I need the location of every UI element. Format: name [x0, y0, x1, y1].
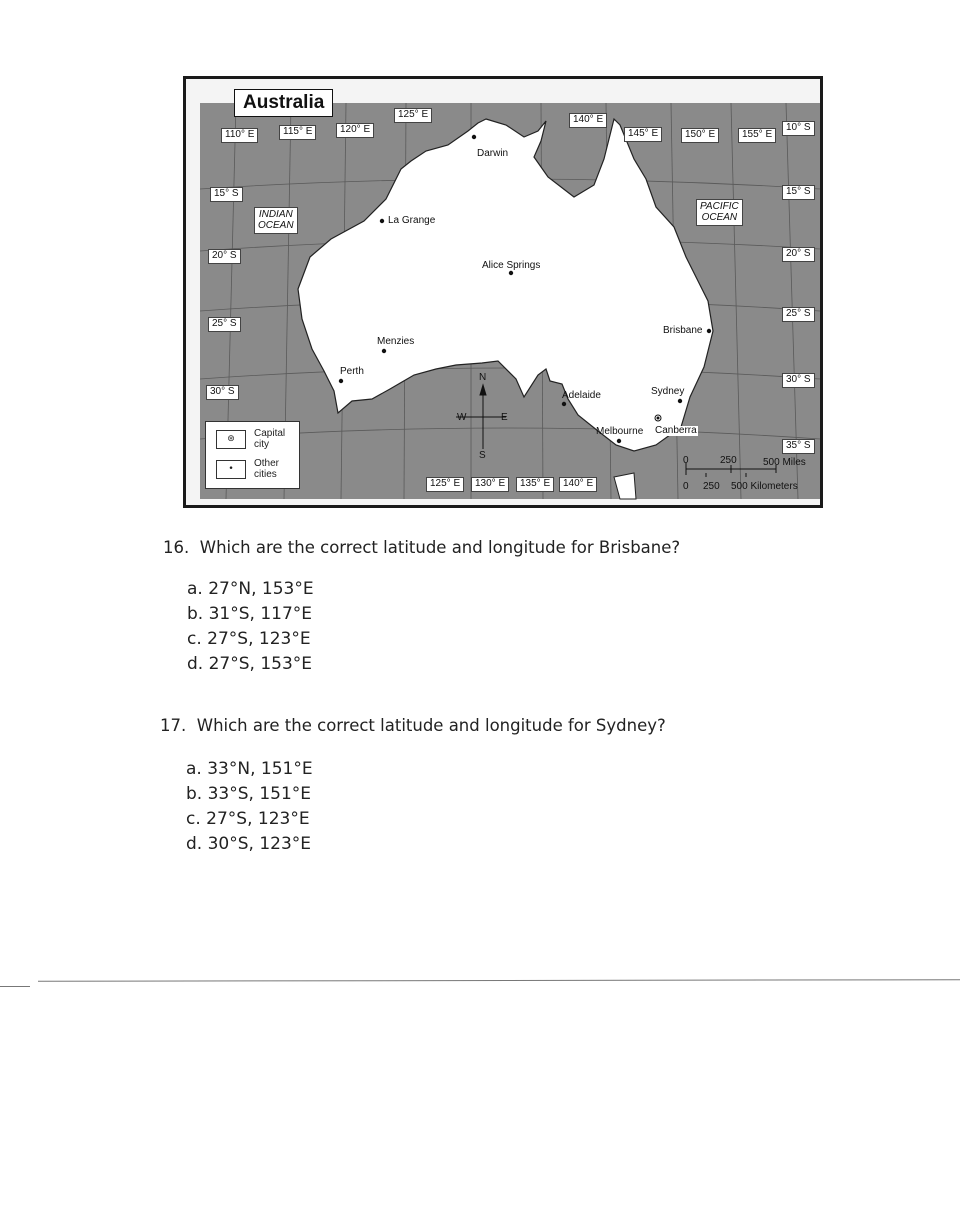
lon-label-155e: 155° E	[738, 128, 776, 143]
capital-city-symbol: ⊛	[216, 430, 246, 449]
alice-springs-dot	[509, 271, 513, 275]
compass-e: E	[501, 412, 508, 423]
answer-text: 30°S, 123°E	[207, 834, 312, 854]
scale-miles-500: 500 Miles	[763, 457, 806, 468]
sydney-dot	[678, 399, 682, 403]
question-17	[160, 716, 666, 735]
la-grange-dot	[380, 219, 384, 223]
city-label-darwin: Darwin	[477, 148, 509, 159]
other-city-symbol: •	[216, 460, 246, 479]
lon-label-150e: 150° E	[681, 128, 719, 143]
city-label-menzies: Menzies	[377, 336, 415, 347]
answer-option[interactable]	[186, 809, 310, 829]
indian-ocean-label: INDIAN OCEAN	[254, 207, 298, 234]
lon-label-140e-top: 140° E	[569, 113, 607, 128]
lon-label-115e: 115° E	[279, 125, 316, 140]
answer-text: 27°S, 123°E	[206, 809, 310, 829]
lon-label-135e: 135° E	[516, 477, 554, 492]
lon-label-140e-bottom: 140° E	[559, 477, 597, 492]
lat-label-left-20s: 20° S	[208, 249, 241, 264]
question-text: Which are the correct latitude and longitude for Sydney?	[196, 716, 666, 735]
answer-letter: b.	[186, 784, 203, 804]
question-16	[163, 538, 680, 557]
answer-option[interactable]	[187, 629, 311, 649]
map-title: Australia	[234, 89, 333, 117]
question-text: Which are the correct latitude and longitude for Brisbane?	[199, 538, 681, 557]
answer-letter: b.	[187, 604, 204, 624]
lon-label-125e-top: 125° E	[394, 108, 432, 123]
adelaide-dot	[562, 402, 566, 406]
lat-label-right-25s: 25° S	[782, 307, 815, 322]
answer-option[interactable]	[187, 579, 314, 599]
city-label-sydney: Sydney	[651, 386, 685, 397]
page-divider-left	[0, 986, 30, 987]
answer-letter: d.	[187, 654, 204, 674]
melbourne-dot	[617, 439, 621, 443]
menzies-dot	[382, 349, 386, 353]
city-label-brisbane: Brisbane	[663, 325, 703, 336]
compass-s: S	[479, 450, 486, 461]
answer-letter: c.	[186, 809, 201, 829]
scale-km-250: 250	[703, 481, 720, 492]
answer-letter: a.	[187, 579, 203, 599]
answer-text: 27°S, 153°E	[208, 654, 313, 674]
pacific-ocean-label: PACIFIC OCEAN	[696, 199, 743, 226]
lon-label-125e-bottom: 125° E	[426, 477, 464, 492]
lat-label-right-20s: 20° S	[782, 247, 815, 262]
lat-label-right-15s: 15° S	[782, 185, 815, 200]
lon-label-110e: 110° E	[221, 128, 258, 143]
city-label-melbourne: Melbourne	[596, 426, 644, 437]
legend-capital-label: Capital city	[254, 428, 286, 450]
answer-letter: c.	[187, 629, 202, 649]
scale-miles-250: 250	[720, 455, 737, 466]
answer-option[interactable]	[187, 604, 312, 624]
answer-text: 33°S, 151°E	[207, 784, 312, 804]
question-number: 16.	[163, 538, 190, 557]
question-number: 17.	[160, 716, 187, 735]
legend-other-label: Other cities	[254, 458, 280, 480]
page-divider	[38, 979, 960, 982]
city-label-canberra: Canberra	[655, 425, 697, 436]
brisbane-dot	[707, 329, 711, 333]
city-label-alice-springs: Alice Springs	[482, 260, 541, 271]
lon-label-130e: 130° E	[471, 477, 509, 492]
scale-miles-0: 0	[683, 455, 689, 466]
lat-label-left-25s: 25° S	[208, 317, 241, 332]
city-label-adelaide: Adelaide	[562, 390, 601, 401]
lat-label-right-30s: 30° S	[782, 373, 815, 388]
city-label-perth: Perth	[340, 366, 364, 377]
answer-text: 31°S, 117°E	[208, 604, 313, 624]
map-legend	[205, 421, 300, 489]
answer-option[interactable]	[186, 784, 311, 804]
answer-letter: d.	[186, 834, 203, 854]
scale-km-0: 0	[683, 481, 689, 492]
lat-label-left-30s: 30° S	[206, 385, 239, 400]
answer-text: 27°N, 153°E	[208, 579, 314, 599]
answer-option[interactable]	[187, 654, 312, 674]
scale-km-500: 500 Kilometers	[731, 481, 798, 492]
answer-text: 33°N, 151°E	[207, 759, 313, 779]
lon-label-120e: 120° E	[336, 123, 374, 138]
perth-dot	[339, 379, 343, 383]
answer-option[interactable]	[186, 834, 311, 854]
lon-label-145e: 145° E	[624, 127, 662, 142]
lat-label-right-10s: 10° S	[782, 121, 815, 136]
darwin-dot	[472, 135, 476, 139]
lat-label-left-15s: 15° S	[210, 187, 243, 202]
answer-text: 27°S, 123°E	[207, 629, 311, 649]
compass-w: W	[457, 412, 467, 423]
australia-map	[183, 76, 823, 508]
answer-letter: a.	[186, 759, 202, 779]
compass-n: N	[479, 372, 487, 383]
answer-option[interactable]	[186, 759, 313, 779]
city-label-la-grange: La Grange	[388, 215, 436, 226]
lat-label-right-35s: 35° S	[782, 439, 815, 454]
